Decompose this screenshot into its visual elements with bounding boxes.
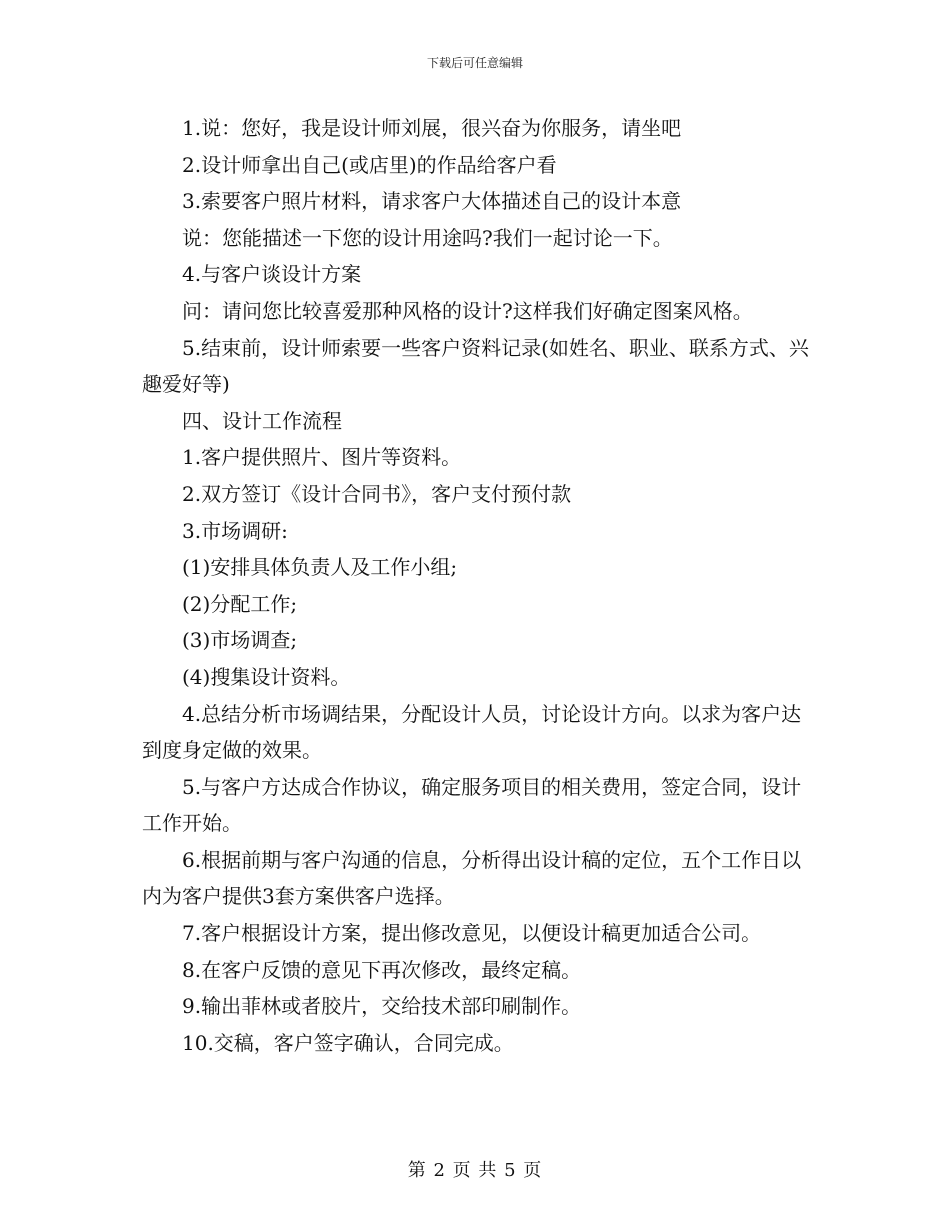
paragraph-3: 3.索要客户照片材料，请求客户大体描述自己的设计本意 [182, 189, 682, 214]
paragraph-7: 5.结束前，设计师索要一些客户资料记录(如姓名、职业、联系方式、兴趣爱好等) [142, 335, 809, 397]
document-body [142, 110, 810, 1061]
paragraph-6: 问：请问您比较喜爱那种风格的设计?这样我们好确定图案风格。 [182, 298, 753, 323]
paragraph-9: 1.客户提供照片、图片等资料。 [182, 445, 462, 470]
paragraph-20: 8.在客户反馈的意见下再次修改，最终定稿。 [182, 957, 582, 982]
paragraph-14: (3)市场调查; [182, 628, 298, 653]
paragraph-21: 9.输出菲林或者胶片，交给技术部印刷制作。 [182, 994, 582, 1019]
paragraph-12: (1)安排具体负责人及工作小组; [182, 555, 458, 580]
paragraph-2: 2.设计师拿出自己(或店里)的作品给客户看 [182, 152, 557, 177]
paragraph-13: (2)分配工作; [182, 591, 298, 616]
paragraph-11: 3.市场调研: [182, 518, 288, 543]
paragraph-22: 10.交稿，客户签字确认，合同完成。 [182, 1030, 514, 1055]
section-heading: 四、设计工作流程 [182, 408, 342, 433]
paragraph-15: (4)搜集设计资料。 [182, 664, 351, 689]
paragraph-18: 6.根据前期与客户沟通的信息，分析得出设计稿的定位，五个工作日以内为客户提供3套方案供客户选择。 [142, 847, 802, 909]
paragraph-17: 5.与客户方达成合作协议，确定服务项目的相关费用，签定合同，设计工作开始。 [142, 774, 802, 836]
paragraph-10: 2.双方签订《设计合同书》，客户支付预付款 [182, 481, 572, 506]
paragraph-5: 4.与客户谈设计方案 [182, 262, 362, 287]
page-header: 下载后可任意编辑 [426, 56, 523, 70]
page-number: 第 2 页 共 5 页 [407, 1160, 543, 1181]
paragraph-1: 1.说：您好，我是设计师刘展，很兴奋为你服务，请坐吧 [182, 116, 682, 140]
paragraph-16: 4.总结分析市场调结果，分配设计人员，讨论设计方向。以求为客户达到度身定做的效果。 [142, 701, 802, 763]
paragraph-4: 说：您能描述一下您的设计用途吗?我们一起讨论一下。 [182, 225, 673, 250]
paragraph-19: 7.客户根据设计方案，提出修改意见，以便设计稿更加适合公司。 [182, 921, 762, 946]
